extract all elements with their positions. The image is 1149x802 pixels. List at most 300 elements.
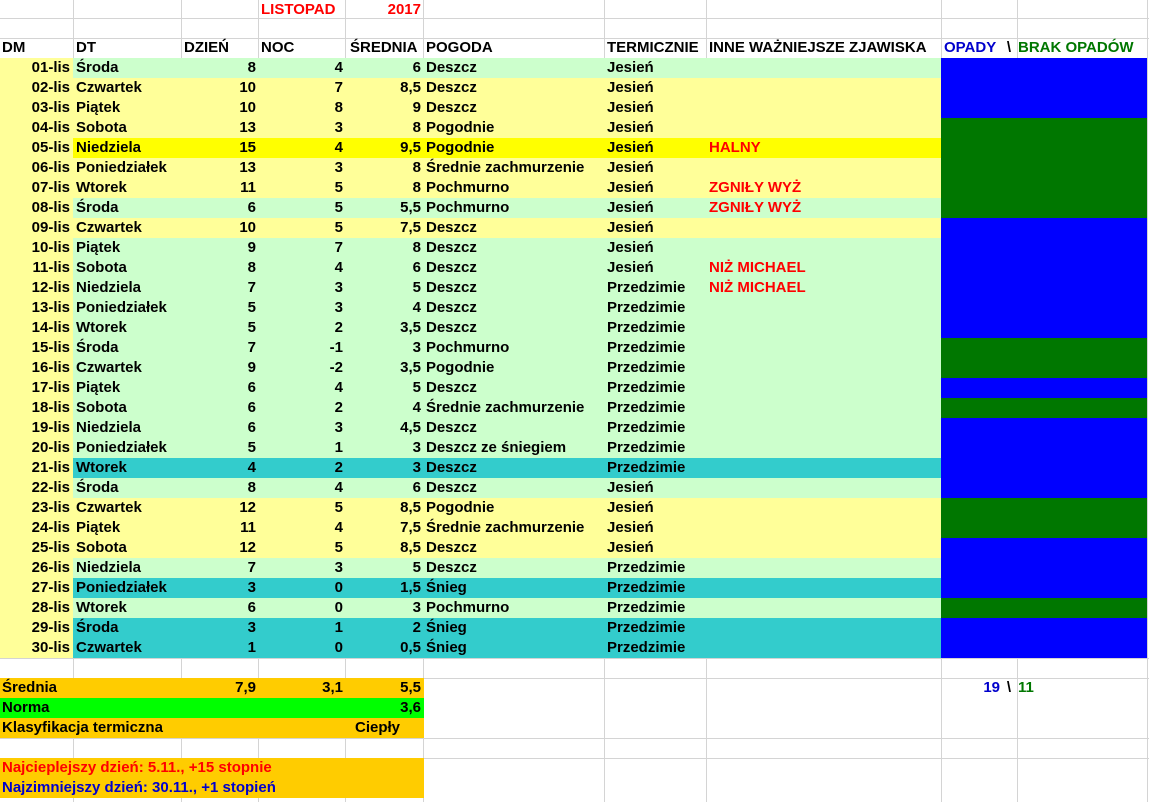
table-row	[0, 578, 1149, 598]
cell-noc[interactable]: 3	[334, 159, 343, 176]
cell-pogoda[interactable]: Pochmurno	[426, 179, 510, 196]
cell-termicznie[interactable]: Przedzimie	[607, 579, 686, 596]
cell-noc[interactable]: 5	[334, 539, 343, 556]
grid-line-horizontal	[0, 738, 1149, 739]
cell-dm[interactable]: 12-lis	[31, 279, 70, 296]
cell-dm[interactable]: 27-lis	[31, 579, 70, 596]
year-title[interactable]: 2017	[387, 1, 421, 18]
cell-dzien[interactable]: 8	[247, 479, 256, 496]
cell-pogoda[interactable]: Średnie zachmurzenie	[426, 159, 585, 176]
cell-pogoda[interactable]: Deszcz	[426, 79, 477, 96]
table-row	[0, 278, 1149, 298]
cell-noc[interactable]: 1	[334, 439, 343, 456]
cell-dzien[interactable]: 6	[247, 599, 256, 616]
cell-dt[interactable]: Sobota	[76, 399, 127, 416]
cell-zjawisko[interactable]	[707, 98, 941, 118]
cell-zjawisko[interactable]	[707, 518, 941, 538]
cell-pogoda[interactable]: Deszcz	[426, 219, 477, 236]
cell-noc[interactable]: 5	[334, 179, 343, 196]
cell-dt[interactable]: Czwartek	[76, 499, 142, 516]
cell-pogoda[interactable]: Deszcz	[426, 259, 477, 276]
cell-dzien[interactable]: 4	[247, 459, 256, 476]
header-separator[interactable]: \	[1006, 39, 1012, 56]
cell-dzien[interactable]: 7	[247, 559, 256, 576]
table-row	[0, 418, 1149, 438]
cell-zjawisko[interactable]	[707, 118, 941, 138]
cell-pogoda[interactable]: Śnieg	[426, 639, 467, 656]
cell-noc[interactable]: 4	[334, 139, 343, 156]
cell-srednia[interactable]: 8	[412, 239, 421, 256]
cell-termicznie[interactable]: Jesień	[607, 79, 654, 96]
summary-coldest-text[interactable]: Najzimniejszy dzień: 30.11., +1 stopień	[2, 779, 276, 796]
cell-termicznie[interactable]: Przedzimie	[607, 419, 686, 436]
cell-zjawisko[interactable]	[707, 218, 941, 238]
table-row	[0, 158, 1149, 178]
cell-dt[interactable]: Poniedziałek	[76, 299, 167, 316]
cell-zjawisko[interactable]	[707, 578, 941, 598]
cell-srednia[interactable]: 4	[412, 299, 421, 316]
cell-pogoda[interactable]: Deszcz	[426, 419, 477, 436]
cell-srednia[interactable]: 3	[412, 599, 421, 616]
cell-termicznie[interactable]: Jesień	[607, 479, 654, 496]
cell-dzien[interactable]: 5	[247, 299, 256, 316]
cell-zjawisko[interactable]: NIŻ MICHAEL	[709, 259, 806, 276]
cell-dm[interactable]: 06-lis	[31, 159, 70, 176]
cell-dt[interactable]: Czwartek	[76, 639, 142, 656]
cell-termicznie[interactable]: Jesień	[607, 139, 654, 156]
cell-dt[interactable]: Czwartek	[76, 359, 142, 376]
cell-dzien[interactable]: 6	[247, 399, 256, 416]
cell-dm[interactable]: 28-lis	[31, 599, 70, 616]
cell-dzien[interactable]: 6	[247, 379, 256, 396]
cell-dzien[interactable]: 13	[239, 159, 256, 176]
cell-pogoda[interactable]: Pochmurno	[426, 339, 510, 356]
precip-rain-cell	[941, 58, 1147, 78]
cell-termicznie[interactable]: Przedzimie	[607, 339, 686, 356]
cell-dzien[interactable]: 1	[247, 639, 256, 656]
precip-rain-cell	[941, 538, 1147, 558]
cell-dt[interactable]: Niedziela	[76, 279, 142, 296]
table-row	[0, 138, 1149, 158]
precip-dry-cell	[941, 138, 1147, 158]
cell-dzien[interactable]: 5	[247, 319, 256, 336]
cell-dt[interactable]: Poniedziałek	[76, 159, 167, 176]
cell-zjawisko[interactable]	[707, 158, 941, 178]
cell-dzien[interactable]: 6	[247, 419, 256, 436]
table-row	[0, 98, 1149, 118]
cell-dt[interactable]: Wtorek	[76, 179, 127, 196]
cell-srednia[interactable]: 0,5	[400, 639, 421, 656]
cell-noc[interactable]: 7	[334, 239, 343, 256]
cell-srednia[interactable]: 3,5	[400, 359, 421, 376]
cell-noc[interactable]: 4	[334, 379, 343, 396]
cell-dt[interactable]: Wtorek	[76, 599, 127, 616]
summary-average-mean[interactable]: 5,5	[400, 679, 421, 696]
precip-rain-cell	[941, 618, 1147, 638]
cell-srednia[interactable]: 2	[412, 619, 421, 636]
cell-noc[interactable]: 5	[334, 199, 343, 216]
header-dt[interactable]: DT	[76, 39, 96, 56]
cell-termicznie[interactable]: Jesień	[607, 539, 654, 556]
cell-srednia[interactable]: 6	[412, 59, 421, 76]
cell-noc[interactable]: 7	[334, 79, 343, 96]
cell-zjawisko[interactable]	[707, 298, 941, 318]
cell-zjawisko[interactable]	[707, 338, 941, 358]
cell-dm[interactable]: 01-lis	[31, 59, 70, 76]
precip-dry-cell	[941, 118, 1147, 138]
cell-pogoda[interactable]: Deszcz ze śniegiem	[426, 439, 567, 456]
cell-noc[interactable]: 4	[334, 259, 343, 276]
cell-dzien[interactable]: 10	[239, 79, 256, 96]
cell-noc[interactable]: -1	[329, 339, 343, 356]
cell-dzien[interactable]: 12	[239, 539, 256, 556]
cell-noc[interactable]: 4	[334, 519, 343, 536]
table-row	[0, 598, 1149, 618]
cell-srednia[interactable]: 7,5	[400, 519, 421, 536]
summary-average-night[interactable]: 3,1	[322, 679, 343, 696]
cell-termicznie[interactable]: Przedzimie	[607, 619, 686, 636]
cell-srednia[interactable]: 8,5	[400, 79, 421, 96]
precip-rain-cell	[941, 478, 1147, 498]
cell-termicznie[interactable]: Jesień	[607, 159, 654, 176]
cell-noc[interactable]: 2	[334, 399, 343, 416]
cell-termicznie[interactable]: Przedzimie	[607, 279, 686, 296]
cell-dt[interactable]: Niedziela	[76, 559, 142, 576]
cell-zjawisko[interactable]: ZGNIŁY WYŻ	[709, 199, 802, 216]
summary-average-label[interactable]: Średnia	[2, 679, 58, 696]
header-opady[interactable]: OPADY	[944, 39, 997, 56]
cell-zjawisko[interactable]	[707, 58, 941, 78]
cell-dm[interactable]: 09-lis	[31, 219, 70, 236]
precip-dry-cell	[941, 518, 1147, 538]
cell-srednia[interactable]: 8	[412, 179, 421, 196]
cell-dm[interactable]: 14-lis	[31, 319, 70, 336]
cell-pogoda[interactable]: Deszcz	[426, 99, 477, 116]
cell-termicznie[interactable]: Jesień	[607, 519, 654, 536]
cell-zjawisko[interactable]: ZGNIŁY WYŻ	[709, 179, 802, 196]
cell-srednia[interactable]: 4,5	[400, 419, 421, 436]
cell-noc[interactable]: -2	[329, 359, 343, 376]
cell-termicznie[interactable]: Przedzimie	[607, 379, 686, 396]
cell-pogoda[interactable]: Deszcz	[426, 319, 477, 336]
cell-dt[interactable]: Niedziela	[76, 419, 142, 436]
cell-pogoda[interactable]: Deszcz	[426, 379, 477, 396]
cell-srednia[interactable]: 6	[412, 479, 421, 496]
precip-dry-cell	[941, 178, 1147, 198]
summary-class-row	[0, 718, 1149, 738]
cell-zjawisko[interactable]: HALNY	[709, 139, 761, 156]
cell-dt[interactable]: Środa	[76, 339, 119, 356]
cell-termicznie[interactable]: Przedzimie	[607, 299, 686, 316]
cell-dm[interactable]: 30-lis	[31, 639, 70, 656]
cell-zjawisko[interactable]	[707, 558, 941, 578]
cell-srednia[interactable]: 7,5	[400, 219, 421, 236]
cell-termicznie[interactable]: Jesień	[607, 499, 654, 516]
cell-dt[interactable]: Sobota	[76, 539, 127, 556]
cell-dt[interactable]: Środa	[76, 199, 119, 216]
cell-srednia[interactable]: 1,5	[400, 579, 421, 596]
cell-dt[interactable]: Środa	[76, 59, 119, 76]
summary-average-day[interactable]: 7,9	[235, 679, 256, 696]
cell-dzien[interactable]: 15	[239, 139, 256, 156]
precip-rain-cell	[941, 298, 1147, 318]
cell-dzien[interactable]: 11	[240, 519, 256, 536]
cell-dm[interactable]: 13-lis	[31, 299, 70, 316]
cell-dzien[interactable]: 3	[247, 619, 256, 636]
precip-rain-cell	[941, 418, 1147, 438]
cell-dm[interactable]: 26-lis	[31, 559, 70, 576]
cell-zjawisko[interactable]	[707, 318, 941, 338]
cell-termicznie[interactable]: Przedzimie	[607, 639, 686, 656]
cell-srednia[interactable]: 5	[412, 279, 421, 296]
cell-dm[interactable]: 29-lis	[31, 619, 70, 636]
table-row	[0, 298, 1149, 318]
cell-pogoda[interactable]: Deszcz	[426, 299, 477, 316]
cell-dzien[interactable]: 7	[247, 339, 256, 356]
cell-dm[interactable]: 21-lis	[31, 459, 70, 476]
cell-noc[interactable]: 1	[334, 619, 343, 636]
cell-dt[interactable]: Niedziela	[76, 139, 142, 156]
cell-dt[interactable]: Czwartek	[76, 219, 142, 236]
header-dzien[interactable]: DZIEŃ	[184, 39, 229, 56]
cell-srednia[interactable]: 5	[412, 379, 421, 396]
cell-noc[interactable]: 8	[334, 99, 343, 116]
cell-dm[interactable]: 07-lis	[31, 179, 70, 196]
cell-termicznie[interactable]: Przedzimie	[607, 319, 686, 336]
cell-zjawisko[interactable]	[707, 438, 941, 458]
cell-noc[interactable]: 4	[334, 59, 343, 76]
cell-dm[interactable]: 16-lis	[31, 359, 70, 376]
table-row	[0, 538, 1149, 558]
table-row	[0, 438, 1149, 458]
cell-noc[interactable]: 4	[334, 479, 343, 496]
precip-rain-cell	[941, 318, 1147, 338]
cell-noc[interactable]: 3	[334, 419, 343, 436]
cell-dm[interactable]: 05-lis	[31, 139, 70, 156]
cell-termicznie[interactable]: Jesień	[607, 219, 654, 236]
cell-termicznie[interactable]: Przedzimie	[607, 559, 686, 576]
cell-termicznie[interactable]: Jesień	[607, 99, 654, 116]
cell-srednia[interactable]: 8,5	[400, 539, 421, 556]
header-brak-opadow[interactable]: BRAK OPADÓW	[1018, 39, 1134, 56]
cell-dzien[interactable]: 12	[239, 499, 256, 516]
cell-noc[interactable]: 0	[334, 599, 343, 616]
cell-dzien[interactable]: 13	[239, 119, 256, 136]
cell-srednia[interactable]: 5	[412, 559, 421, 576]
cell-pogoda[interactable]: Śnieg	[426, 579, 467, 596]
cell-dt[interactable]: Poniedziałek	[76, 579, 167, 596]
cell-noc[interactable]: 3	[334, 119, 343, 136]
cell-pogoda[interactable]: Pogodnie	[426, 119, 495, 136]
precip-rain-cell	[941, 218, 1147, 238]
summary-dry-days[interactable]: 11	[1018, 679, 1034, 696]
cell-dm[interactable]: 22-lis	[31, 479, 70, 496]
cell-pogoda[interactable]: Średnie zachmurzenie	[426, 519, 585, 536]
precip-rain-cell	[941, 578, 1147, 598]
header-dm[interactable]: DM	[2, 39, 26, 56]
cell-zjawisko[interactable]	[707, 638, 941, 658]
cell-pogoda[interactable]: Deszcz	[426, 59, 477, 76]
cell-pogoda[interactable]: Średnie zachmurzenie	[426, 399, 585, 416]
cell-pogoda[interactable]: Śnieg	[426, 619, 467, 636]
cell-zjawisko[interactable]	[707, 538, 941, 558]
cell-termicznie[interactable]: Przedzimie	[607, 459, 686, 476]
precip-dry-cell	[941, 498, 1147, 518]
cell-zjawisko[interactable]	[707, 78, 941, 98]
cell-termicznie[interactable]: Przedzimie	[607, 359, 686, 376]
header-termicznie[interactable]: TERMICZNIE	[607, 39, 699, 56]
cell-srednia[interactable]: 3	[412, 459, 421, 476]
cell-dt[interactable]: Piątek	[76, 99, 121, 116]
cell-dzien[interactable]: 9	[247, 239, 256, 256]
cell-dm[interactable]: 23-lis	[31, 499, 70, 516]
cell-noc[interactable]: 3	[334, 559, 343, 576]
cell-dt[interactable]: Piątek	[76, 379, 121, 396]
cell-dt[interactable]: Sobota	[76, 119, 127, 136]
cell-zjawisko[interactable]	[707, 598, 941, 618]
cell-dm[interactable]: 25-lis	[31, 539, 70, 556]
cell-dzien[interactable]: 10	[239, 99, 256, 116]
cell-pogoda[interactable]: Pochmurno	[426, 599, 510, 616]
cell-dm[interactable]: 18-lis	[31, 399, 70, 416]
cell-noc[interactable]: 2	[334, 459, 343, 476]
cell-zjawisko[interactable]	[707, 238, 941, 258]
cell-dzien[interactable]: 3	[247, 579, 256, 596]
cell-dm[interactable]: 10-lis	[31, 239, 70, 256]
cell-dt[interactable]: Wtorek	[76, 459, 127, 476]
cell-zjawisko[interactable]	[707, 358, 941, 378]
cell-zjawisko[interactable]	[707, 398, 941, 418]
cell-pogoda[interactable]: Deszcz	[426, 559, 477, 576]
cell-zjawisko[interactable]	[707, 458, 941, 478]
summary-separator[interactable]: \	[1006, 679, 1012, 696]
cell-dzien[interactable]: 8	[247, 259, 256, 276]
cell-dzien[interactable]: 7	[247, 279, 256, 296]
month-title[interactable]: LISTOPAD	[261, 1, 336, 18]
cell-srednia[interactable]: 8	[412, 159, 421, 176]
summary-hottest-text[interactable]: Najcieplejszy dzień: 5.11., +15 stopnie	[2, 759, 272, 776]
cell-srednia[interactable]: 5,5	[400, 199, 421, 216]
header-srednia[interactable]: ŚREDNIA	[350, 39, 418, 56]
header-pogoda[interactable]: POGODA	[426, 39, 493, 56]
cell-dt[interactable]: Piątek	[76, 519, 121, 536]
cell-zjawisko[interactable]	[707, 618, 941, 638]
cell-dm[interactable]: 11-lis	[32, 259, 70, 276]
cell-pogoda[interactable]: Deszcz	[426, 539, 477, 556]
cell-dt[interactable]: Środa	[76, 479, 119, 496]
cell-noc[interactable]: 0	[334, 579, 343, 596]
cell-termicznie[interactable]: Jesień	[607, 239, 654, 256]
cell-srednia[interactable]: 3	[412, 439, 421, 456]
summary-norma-label[interactable]: Norma	[2, 699, 50, 716]
precip-dry-cell	[941, 338, 1147, 358]
summary-class-value[interactable]: Ciepły	[354, 719, 400, 736]
cell-termicznie[interactable]: Jesień	[607, 199, 654, 216]
cell-pogoda[interactable]: Pogodnie	[426, 139, 495, 156]
cell-pogoda[interactable]: Deszcz	[426, 459, 477, 476]
cell-dm[interactable]: 19-lis	[31, 419, 70, 436]
cell-termicznie[interactable]: Przedzimie	[607, 439, 686, 456]
cell-dzien[interactable]: 5	[247, 439, 256, 456]
cell-dm[interactable]: 02-lis	[31, 79, 70, 96]
cell-zjawisko[interactable]	[707, 478, 941, 498]
cell-termicznie[interactable]: Przedzimie	[607, 599, 686, 616]
cell-noc[interactable]: 5	[334, 219, 343, 236]
cell-pogoda[interactable]: Pogodnie	[426, 499, 495, 516]
cell-noc[interactable]: 2	[334, 319, 343, 336]
title-row	[0, 0, 1149, 20]
cell-dzien[interactable]: 11	[240, 179, 256, 196]
table-row	[0, 618, 1149, 638]
cell-dt[interactable]: Wtorek	[76, 319, 127, 336]
cell-dzien[interactable]: 10	[239, 219, 256, 236]
header-zjawiska[interactable]: INNE WAŻNIEJSZE ZJAWISKA	[709, 39, 927, 56]
cell-termicznie[interactable]: Przedzimie	[607, 399, 686, 416]
cell-zjawisko[interactable]	[707, 378, 941, 398]
summary-norma-row	[0, 698, 1149, 718]
cell-dzien[interactable]: 8	[247, 59, 256, 76]
summary-class-label[interactable]: Klasyfikacja termiczna	[2, 719, 163, 736]
cell-dm[interactable]: 20-lis	[31, 439, 70, 456]
cell-dm[interactable]: 03-lis	[31, 99, 70, 116]
cell-dzien[interactable]: 9	[247, 359, 256, 376]
cell-srednia[interactable]: 8,5	[400, 499, 421, 516]
table-row	[0, 178, 1149, 198]
cell-noc[interactable]: 3	[334, 299, 343, 316]
cell-termicznie[interactable]: Jesień	[607, 59, 654, 76]
cell-zjawisko[interactable]	[707, 418, 941, 438]
cell-dt[interactable]: Środa	[76, 619, 119, 636]
cell-pogoda[interactable]: Pochmurno	[426, 199, 510, 216]
cell-srednia[interactable]: 9	[412, 99, 421, 116]
cell-termicznie[interactable]: Jesień	[607, 179, 654, 196]
cell-pogoda[interactable]: Pogodnie	[426, 359, 495, 376]
cell-srednia[interactable]: 3	[412, 339, 421, 356]
cell-noc[interactable]: 3	[334, 279, 343, 296]
cell-pogoda[interactable]: Deszcz	[426, 479, 477, 496]
cell-dm[interactable]: 04-lis	[31, 119, 70, 136]
cell-pogoda[interactable]: Deszcz	[426, 239, 477, 256]
cell-dt[interactable]: Poniedziałek	[76, 439, 167, 456]
cell-srednia[interactable]: 3,5	[400, 319, 421, 336]
cell-termicznie[interactable]: Jesień	[607, 259, 654, 276]
cell-pogoda[interactable]: Deszcz	[426, 279, 477, 296]
summary-norma-value[interactable]: 3,6	[400, 699, 421, 716]
cell-dm[interactable]: 24-lis	[31, 519, 70, 536]
cell-termicznie[interactable]: Jesień	[607, 119, 654, 136]
cell-noc[interactable]: 5	[334, 499, 343, 516]
summary-rain-days[interactable]: 19	[983, 679, 1000, 696]
cell-zjawisko[interactable]: NIŻ MICHAEL	[709, 279, 806, 296]
header-noc[interactable]: NOC	[261, 39, 295, 56]
cell-dm[interactable]: 08-lis	[31, 199, 70, 216]
cell-srednia[interactable]: 9,5	[400, 139, 421, 156]
cell-srednia[interactable]: 6	[412, 259, 421, 276]
cell-srednia[interactable]: 8	[412, 119, 421, 136]
table-row	[0, 358, 1149, 378]
cell-dt[interactable]: Czwartek	[76, 79, 142, 96]
cell-dzien[interactable]: 6	[247, 199, 256, 216]
cell-dm[interactable]: 15-lis	[31, 339, 70, 356]
cell-dt[interactable]: Piątek	[76, 239, 121, 256]
cell-srednia[interactable]: 4	[412, 399, 421, 416]
header-row	[0, 38, 1149, 58]
cell-dt[interactable]: Sobota	[76, 259, 127, 276]
cell-noc[interactable]: 0	[334, 639, 343, 656]
cell-zjawisko[interactable]	[707, 498, 941, 518]
cell-dm[interactable]: 17-lis	[31, 379, 70, 396]
table-row	[0, 118, 1149, 138]
